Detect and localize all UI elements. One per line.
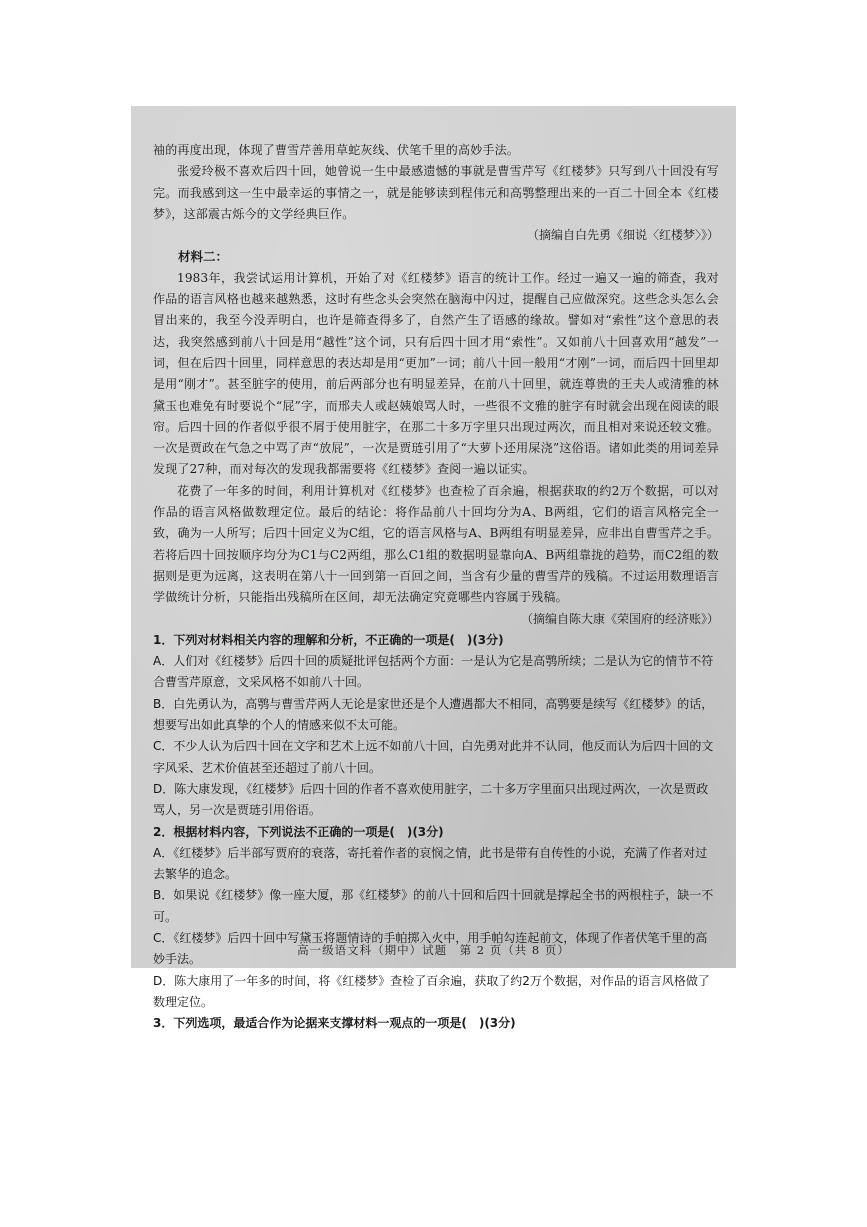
material2-heading: 材料二：	[178, 249, 229, 265]
passage-continued-line: 袖的再度出现，体现了曹雪芹善用草蛇灰线、伏笔千里的高妙手法。	[153, 143, 520, 157]
question-1-option-a: A．人们对《红楼梦》后四十回的质疑批评包括两个方面：一是认为它是高鹗所续；二是认为它的情节不符合曹雪芹原意，文采风格不如前八十回。	[153, 654, 714, 690]
exam-page	[131, 106, 736, 1031]
question-2-stem: 2．根据材料内容，下列说法不正确的一项是( )(3分)	[153, 824, 444, 839]
question-2-option-a: A．《红楼梦》后半部写贾府的衰落，寄托着作者的哀悯之情，此书是带有自传性的小说，充满了作者对过去繁华的追念。	[153, 845, 708, 882]
question-2-option-c: C．《红楼梦》后四十回中写黛玉将题情诗的手帕掷入火中，用手帕勾连起前文，体现了作者伏笔千里的高妙手法。	[153, 930, 708, 967]
source-citation-1: （摘编自白先勇《细说〈红楼梦〉》）	[526, 228, 719, 243]
question-2-option-d: D．陈大康用了一年多的时间，将《红楼梦》查检了百余遍，获取了约2万个数据，对作品的语言风格做了数理定位。	[153, 973, 710, 1009]
question-3-stem: 3．下列选项，最适合作为论据来支撑材料一观点的一项是( )(3分)	[153, 1016, 516, 1031]
page-footer: 高一级语文科（期中）试题 第 2 页（共 8 页）	[297, 943, 570, 957]
passage-paragraph: 张爱玲极不喜欢后四十回，她曾说一生中最感遗憾的事就是曹雪芹写《红楼梦》只写到八十回没有写完。而我感到这一生中最幸运的事情之一，就是能够读到程伟元和高鹗整理出来的一百二十回全本《红楼梦》，这部震古烁今的文学经典巨作。	[153, 164, 719, 221]
source-citation-2: （摘编自陈大康《荣国府的经济账》）	[520, 611, 719, 626]
question-1-option-b: B．白先勇认为，高鹗与曹雪芹两人无论是家世还是个人遭遇都大不相同，高鹗要是续写《红楼梦》的话，想要写出如此真挚的个人的情感来似不太可能。	[153, 696, 714, 733]
material2-paragraph-1: 1983年，我尝试运用计算机，开始了对《红楼梦》语言的统计工作。经过一遍又一遍的筛查，我对作品的语言风格也越来越熟悉，这时有些念头会突然在脑海中闪过，提醒自己应做深究。这些念头怎么会冒出来的，我至今没弄明白，也许是筛查得多了，自然产生了语感的缘故。譬如对“索性”这个意思的表达，我突然感到前八十回是用“越性”这个词，只有后四十回才用“索性”。又如前八十回喜欢用“越发”一词，但在后四十回里，同样意思的表达却是用“更加”一词；前八十回一般用“才刚”一词，而后四十回里却是用“刚才”。甚至脏字的使用，前后两部分也有明显差异，在前八十回里，就连尊贵的王夫人或清雅的林黛玉也难免有时要说个“屁”字，而邢夫人或赵姨娘骂人时，一些很不文雅的脏字有时就会出现在阅读的眼帘。后四十回的作者似乎很不屑于使用脏字，在那二十多万字里只出现过两次，而且相对来说还较文雅。一次是贾政在气急之中骂了声“放屁”，一次是贾琏引用了“大萝卜还用屎浇”这俗语。诸如此类的用词差异发现了27种，而对每次的发现我都需要将《红楼梦》查阅一遍以证实。	[153, 270, 719, 477]
material2-paragraph-2: 花费了一年多的时间，利用计算机对《红楼梦》也查检了百余遍，根据获取的约2万个数据，可以对作品的语言风格做数理定位。最后的结论：将作品前八十回均分为A、B两组，它们的语言风格完全一致，确为一人所写；后四十回定义为C组，它的语言风格与A、B两组有明显差异，应非出自曹雪芹之手。若将后四十回按顺序均分为C1与C2两组，那么C1组的数据明显靠向A、B两组靠拢的趋势，而C2组的数据则是更为远离，这表明在第八十一回到第一百回之间，当含有少量的曹雪芹的残稿。不过运用数理语言学做统计分析，只能指出残稿所在区间，却无法确定究竟哪些内容属于残稿。	[153, 483, 719, 605]
question-1-option-d: D．陈大康发现，《红楼梦》后四十回的作者不喜欢使用脏字，二十多万字里面只出现过两次，一次是贾政骂人，另一次是贾琏引用俗语。	[153, 781, 709, 818]
page-content	[153, 140, 719, 1034]
question-2-option-b: B．如果说《红楼梦》像一座大厦，那《红楼梦》的前八十回和后四十回就是撑起全书的两根柱子，缺一不可。	[153, 888, 714, 924]
question-1-stem: 1．下列对材料相关内容的理解和分析，不正确的一项是( )(3分)	[153, 632, 504, 647]
question-1-option-c: C．不少人认为后四十回在文字和艺术上远不如前八十回，白先勇对此并不认同，他反而认为后四十回的文字风采、艺术价值甚至还超过了前八十回。	[153, 739, 714, 775]
